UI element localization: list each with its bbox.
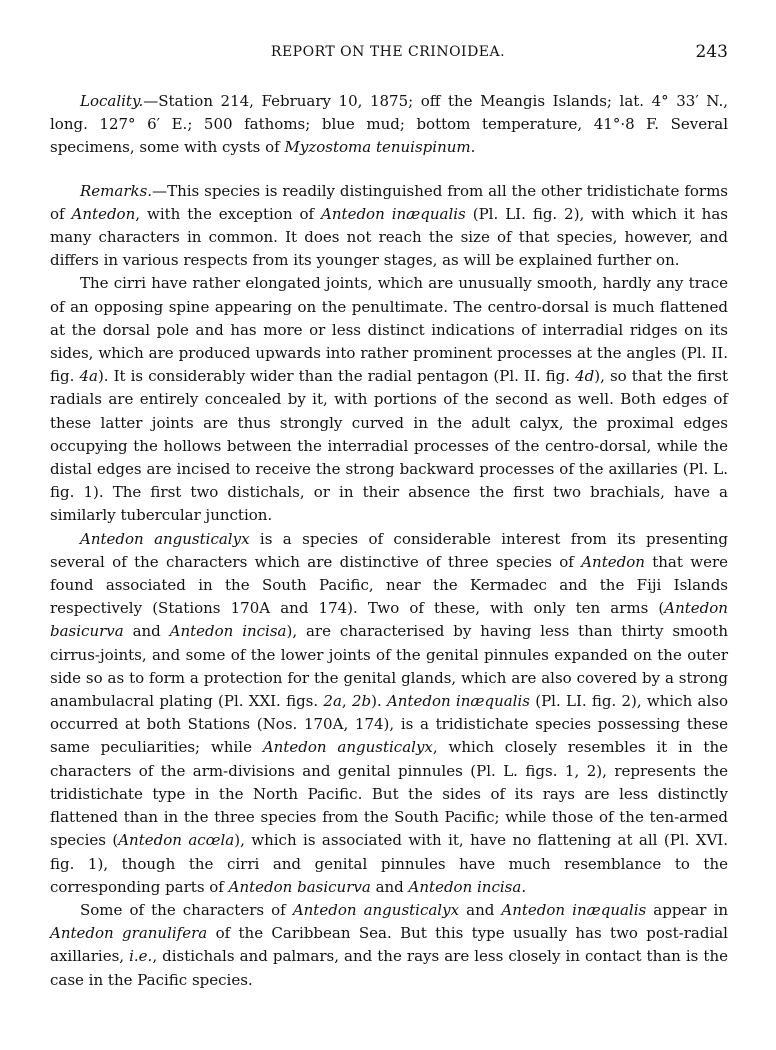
species-name: Antedon angusticalyx (262, 738, 433, 757)
species-name: Antedon inæqualis (501, 900, 647, 919)
page-number: 243 (695, 42, 728, 62)
figure-ref: 2a (323, 692, 342, 711)
species-name: Myzostoma tenuispinum (284, 138, 471, 157)
species-name: Antedon (581, 552, 645, 571)
species-name: Antedon acœla (118, 831, 235, 850)
station-suffix: A (332, 715, 344, 734)
abbreviation: i.e. (129, 947, 153, 966)
figure-ref: 4d (575, 367, 595, 386)
remarks-label: Remarks. (80, 181, 153, 200)
remarks-paragraph: Remarks.—This species is readily distinguished from all the other tridistichate forms of Antedon, with the exception of Antedon inæqualis (Pl. LI. fig. 2), with which it has many characters in common. It does not reach the size of that species, however, and differs in various respects from its younger stages, as will be explained further on. (50, 181, 728, 270)
body-text (50, 90, 728, 992)
species-name: Antedon incisa (408, 877, 522, 896)
species-name: Antedon basicurva (50, 599, 728, 641)
species-name: Antedon incisa (169, 622, 287, 641)
running-title: REPORT ON THE CRINOIDEA. (270, 44, 506, 60)
locality-paragraph: Locality.—Station 214, February 10, 1875; off the Meangis Islands; lat. 4° 33′ N., long. 127° 6′ E.; 500 fathoms; blue mud; bottom temperature, 41°·8 F. Several specimens, some with cysts of Myzostoma tenuispinum. (50, 92, 728, 157)
locality-text: —Station 214, February 10, 1875; off the Meangis Islands; lat. 4° 33′ N., long. 127° 6′ E.; 500 fathoms; blue mud; bottom temperature, 41°·8 F. Several specimens, some with cysts of (50, 92, 728, 157)
species-name: Antedon inæqualis (386, 692, 530, 711)
angusticalyx-paragraph: Antedon angusticalyx is a species of considerable interest from its presenting several of the characters which are distinctive of three species of Antedon that were found associated in the South Pacific, near the Kermadec and the Fiji Islands respectively (Stations 170A and 174). Two of these, with only ten arms (Antedon basicurva and Antedon incisa), are characterised by having less than thirty smooth cirrus-joints, and some of the lower joints of the genital pinnules expanded on the outer side so as to form a protection for the genital glands, which are also covered by a strong anambulacral plating (Pl. XXI. figs. 2a, 2b). Antedon inæqualis (Pl. LI. fig. 2), which also occurred at both Stations (Nos. 170A, 174), is a tridistichate species possessing these same peculiarities; while Antedon angusticalyx, which closely resembles it in the characters of the arm-divisions and genital pinnules (Pl. L. figs. 1, 2), represents the tridistichate type in the North Pacific. But the sides of its rays are less distinctly flattened than in the three species from the South Pacific; while those of the ten-armed species (Antedon acœla), which is associated with it, have no flattening at all (Pl. XVI. fig. 1), though the cirri and genital pinnules have much resemblance to the corresponding parts of Antedon basicurva and Antedon incisa. (50, 529, 729, 896)
figure-ref: 2b (351, 692, 372, 711)
running-header (0, 44, 776, 68)
species-name: Antedon basicurva (228, 877, 371, 896)
granulifera-paragraph: Some of the characters of Antedon angusticalyx and Antedon inæqualis appear in Antedon granulifera of the Caribbean Sea. But this type usually has two post-radial axillaries, i.e., distichals and palmars, and the rays are less closely in contact than is the case in the Pacific species. (50, 900, 728, 989)
species-name: Antedon angusticalyx (292, 900, 460, 919)
station-suffix: A (259, 599, 271, 618)
species-name: Antedon angusticalyx (80, 529, 250, 548)
species-name: Antedon inæqualis (321, 204, 466, 223)
cirri-paragraph: The cirri have rather elongated joints, which are unusually smooth, hardly any trace of an opposing spine appearing on the penultimate. The centro-dorsal is much flattened at the dorsal pole and has more or less distinct indications of interradial ridges on its sides, which are produced upwards into rather prominent processes at the angles (Pl. II. fig. 4a). It is considerably wider than the radial pentagon (Pl. II. fig. 4d), so that the first radials are entirely concealed by it, with portions of the second as well. Both edges of these latter joints are thus strongly curved in the adult calyx, the proximal edges occupying the hollows between the interradial processes of the centro-dorsal, while the distal edges are incised to receive the strong backward processes of the axillaries (Pl. L. fig. 1). The first two distichals, or in their absence the first two brachials, have a similarly tubercular junction. (50, 274, 728, 525)
figure-ref: 4a (79, 367, 98, 386)
species-name: Antedon granulifera (50, 924, 208, 943)
species-name: Antedon (71, 204, 136, 223)
locality-label: Locality. (80, 92, 144, 110)
